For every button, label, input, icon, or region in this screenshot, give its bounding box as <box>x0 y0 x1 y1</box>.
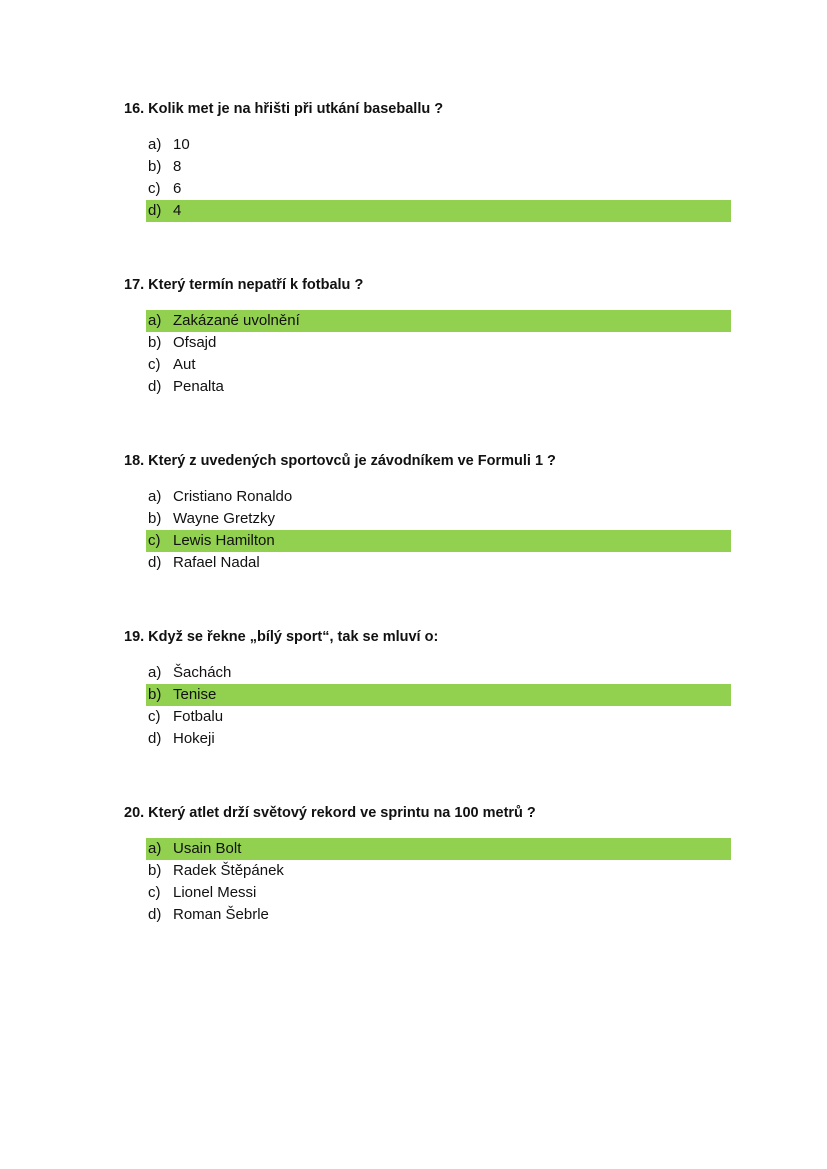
answer-text: Cristiano Ronaldo <box>173 488 293 505</box>
answer-text: Aut <box>173 356 196 373</box>
answer-letter: d) <box>148 906 162 923</box>
answer-option <box>146 662 731 684</box>
answer-option <box>146 706 731 728</box>
answer-letter: c) <box>148 180 161 197</box>
answer-text: Usain Bolt <box>173 840 242 857</box>
answer-list <box>146 486 731 574</box>
answer-letter: d) <box>148 378 162 395</box>
answer-text: 8 <box>173 158 182 175</box>
answer-letter: d) <box>148 202 162 219</box>
answer-option <box>146 310 731 332</box>
answer-letter: c) <box>148 884 161 901</box>
answer-list <box>146 662 731 750</box>
answer-option <box>146 530 731 552</box>
answer-text: Radek Štěpánek <box>173 862 284 879</box>
question-title: 20. Který atlet drží světový rekord ve sprintu na 100 metrů ? <box>124 805 536 821</box>
answer-letter: b) <box>148 686 162 703</box>
answer-option <box>146 376 731 398</box>
answer-option <box>146 134 731 156</box>
answer-letter: d) <box>148 730 162 747</box>
answer-letter: a) <box>148 488 162 505</box>
answer-option <box>146 508 731 530</box>
answer-letter: d) <box>148 554 162 571</box>
answer-text: Ofsajd <box>173 334 217 351</box>
answer-text: Šachách <box>173 664 232 681</box>
answer-text: Wayne Gretzky <box>173 510 275 527</box>
answer-option <box>146 552 731 574</box>
answer-option <box>146 486 731 508</box>
answer-text: 10 <box>173 136 190 153</box>
answer-option <box>146 684 731 706</box>
answer-option <box>146 882 731 904</box>
answer-text: Hokeji <box>173 730 215 747</box>
answer-letter: a) <box>148 840 162 857</box>
answer-list <box>146 310 731 398</box>
question-title: 18. Který z uvedených sportovců je závodníkem ve Formuli 1 ? <box>124 453 556 469</box>
answer-letter: b) <box>148 862 162 879</box>
answer-option <box>146 728 731 750</box>
answer-option <box>146 178 731 200</box>
question-title: 19. Když se řekne „bílý sport“, tak se mluví o: <box>124 629 439 645</box>
answer-text: Lionel Messi <box>173 884 257 901</box>
answer-option <box>146 860 731 882</box>
answer-text: Penalta <box>173 378 224 395</box>
answer-text: Tenise <box>173 686 217 703</box>
answer-text: Rafael Nadal <box>173 554 260 571</box>
answer-letter: b) <box>148 158 162 175</box>
answer-option <box>146 838 731 860</box>
question-title: 17. Který termín nepatří k fotbalu ? <box>124 277 364 293</box>
answer-letter: c) <box>148 708 161 725</box>
answer-list <box>146 134 731 222</box>
answer-text: 4 <box>173 202 182 219</box>
answer-option <box>146 156 731 178</box>
answer-letter: c) <box>148 356 161 373</box>
answer-letter: a) <box>148 664 162 681</box>
question-title: 16. Kolik met je na hřišti při utkání baseballu ? <box>124 101 444 117</box>
answer-text: 6 <box>173 180 182 197</box>
answer-letter: a) <box>148 312 162 329</box>
answer-text: Roman Šebrle <box>173 906 269 923</box>
answer-letter: b) <box>148 334 162 351</box>
answer-option <box>146 200 731 222</box>
answer-option <box>146 904 731 926</box>
answer-text: Zakázané uvolnění <box>173 312 300 329</box>
answer-option <box>146 354 731 376</box>
answer-letter: c) <box>148 532 161 549</box>
answer-option <box>146 332 731 354</box>
answer-letter: b) <box>148 510 162 527</box>
answer-text: Fotbalu <box>173 708 224 725</box>
answer-letter: a) <box>148 136 162 153</box>
answer-list <box>146 838 731 926</box>
answer-text: Lewis Hamilton <box>173 532 275 549</box>
